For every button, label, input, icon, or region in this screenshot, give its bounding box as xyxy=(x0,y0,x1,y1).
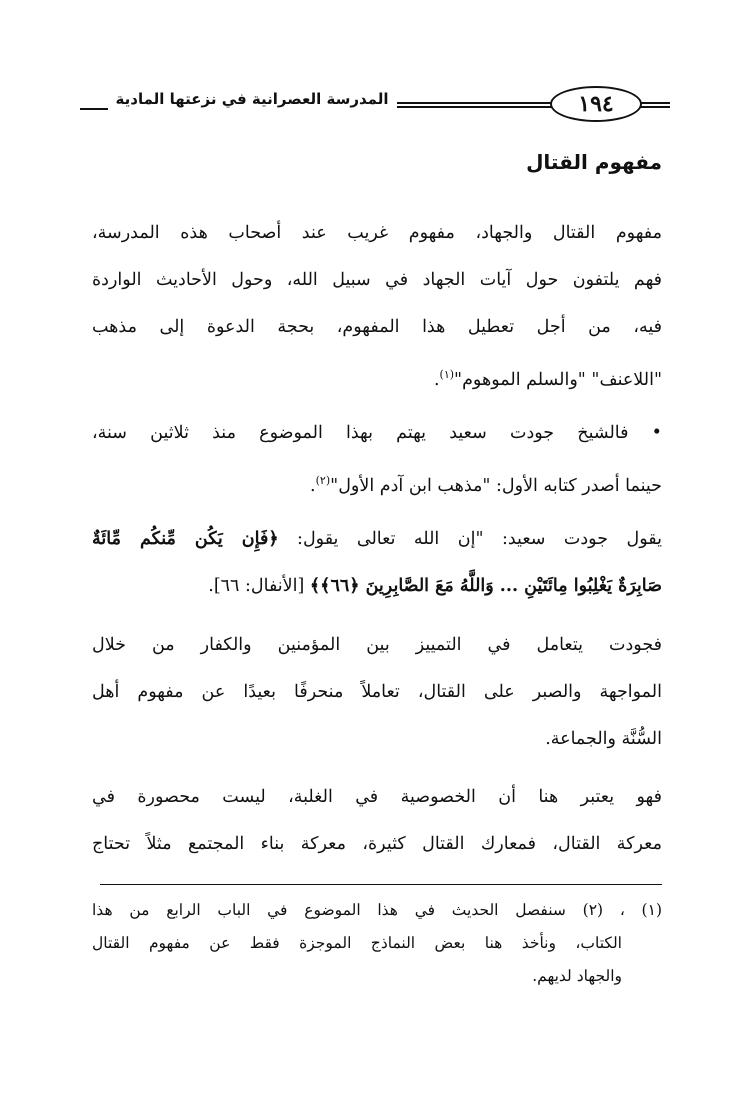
quoted-terms: "اللاعنف" "والسلم الموهوم" xyxy=(454,370,662,390)
header-rule-right xyxy=(640,102,670,104)
paragraph-line: فجودت يتعامل في التمييز بين المؤمنين والكفار من خلال xyxy=(92,635,662,655)
period: . xyxy=(310,476,316,496)
footnotes xyxy=(92,894,662,993)
footnote-ref-1: (١) xyxy=(439,368,455,381)
quran-verse-start: ﴿فَإِن يَكُن مِّنكُم مِّائَةٌ xyxy=(92,529,279,549)
footnote-ref-2: (٢) xyxy=(315,474,331,487)
paragraph-line: فيه، من أجل تعطيل هذا المفهوم، بحجة الدعوة إلى مذهب xyxy=(92,317,662,337)
quote-intro: يقول جودت سعيد: "إن الله تعالى يقول: xyxy=(278,529,662,549)
paragraph-line: فهم يلتفون حول آيات الجهاد في سبيل الله، وحول الأحاديث الواردة xyxy=(92,270,662,290)
paragraph-line xyxy=(92,351,662,404)
paragraph-4 xyxy=(92,622,662,763)
page-number: ١٩٤ xyxy=(550,86,642,122)
paragraph-5 xyxy=(92,774,662,868)
period: . xyxy=(433,370,440,390)
footnote-line: الكتاب، ونأخذ هنا بعض النماذج الموجزة فقط عن مفهوم القتال xyxy=(92,934,622,952)
running-header xyxy=(80,84,670,124)
paragraph-line xyxy=(92,457,662,510)
header-rule-right-lower xyxy=(640,106,670,108)
verse-reference: [الأنفال: ٦٦]. xyxy=(208,576,310,596)
paragraph-1 xyxy=(92,210,662,404)
paragraph-line xyxy=(92,516,662,563)
paragraph-line: مفهوم القتال والجهاد، مفهوم غريب عند أصحاب هذه المدرسة، xyxy=(92,223,662,243)
paragraph-line: معركة القتال، فمعارك القتال كثيرة، معركة بناء المجتمع مثلاً تحتاج xyxy=(92,834,662,854)
book-title-text: حينما أصدر كتابه الأول: "مذهب ابن آدم الأول" xyxy=(330,476,662,496)
header-rule-left xyxy=(80,108,108,110)
paragraph-line: السُّنَّة والجماعة. xyxy=(545,729,662,749)
paragraph-line: المواجهة والصبر على القتال، تعاملاً منحرفًا بعيدًا عن مفهوم أهل xyxy=(92,682,662,702)
paragraph-line xyxy=(92,563,662,610)
paragraph-line: • فالشيخ جودت سعيد يهتم بهذا الموضوع منذ ثلاثين سنة، xyxy=(92,423,662,443)
footnote-line: والجهاد لديهم. xyxy=(532,967,622,985)
quran-verse-end: صَابِرَةٌ يَغْلِبُوا مِائَتَيْنِ ... وَاللَّهُ مَعَ الصَّابِرِينَ ﴿٦٦﴾﴾ xyxy=(309,576,662,596)
footnote-line: (١) ، (٢) سنفصل الحديث في هذا الموضوع في الباب الرابع من هذا xyxy=(92,901,662,919)
paragraph-3 xyxy=(92,516,662,610)
paragraph-line: فهو يعتبر هنا أن الخصوصية في الغلبة، ليست محصورة في xyxy=(92,787,662,807)
footnote-separator xyxy=(100,884,662,885)
paragraph-2 xyxy=(92,410,662,510)
section-title: مفهوم القتال xyxy=(526,150,662,174)
running-title: المدرسة العصرانية في نزعتها المادية xyxy=(115,90,389,108)
